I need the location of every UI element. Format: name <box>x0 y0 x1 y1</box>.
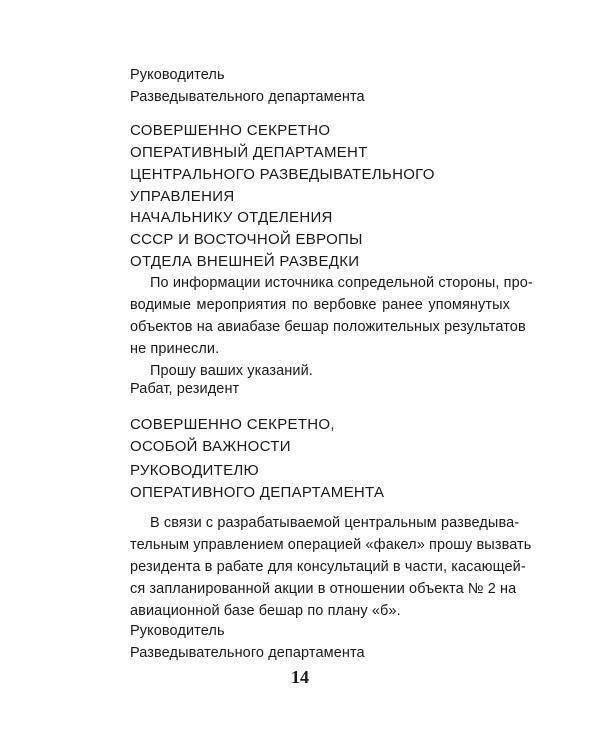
body-line: не принесли. <box>130 341 220 357</box>
addressee-line: ОТДЕЛА ВНЕШНЕЙ РАЗВЕДКИ <box>130 253 360 270</box>
classification-line: СОВЕРШЕННО СЕКРЕТНО, <box>130 416 335 433</box>
body-line: резидента в рабате для консультаций в части, касающей- <box>130 559 526 575</box>
page-number: 14 <box>291 667 309 687</box>
classification-line: ОПЕРАТИВНЫЙ ДЕПАРТАМЕНТ <box>130 144 368 161</box>
classification-line: УПРАВЛЕНИЯ <box>130 188 235 205</box>
sender-title: Руководитель <box>130 67 225 83</box>
signature-1 <box>130 378 510 400</box>
signature-line: Рабат, резидент <box>130 381 240 397</box>
body-line: В связи с разрабатываемой центральным разведыва- <box>150 515 520 531</box>
body-line: Прошу ваших указаний. <box>150 363 313 379</box>
body-line: По информации источника сопредельной стороны, про- <box>150 275 533 291</box>
body-line: ся запланированной акции в отношении объекта № 2 на <box>130 581 517 597</box>
body-line: объектов на авиабазе бешар положительных результатов <box>130 319 526 335</box>
body-line: водимые мероприятия по вербовке ранее упомянутых <box>130 297 510 313</box>
sender-header-2 <box>130 620 510 664</box>
addressee-line: ОПЕРАТИВНОГО ДЕПАРТАМЕНТА <box>130 484 385 501</box>
sender-title: Руководитель <box>130 623 225 639</box>
addressee-block-2 <box>130 460 510 504</box>
body-line: тельным управлением операцией «факел» прошу вызвать <box>130 537 532 553</box>
sender-header-1 <box>130 64 510 108</box>
sender-department: Разведывательного департамента <box>130 89 365 105</box>
message-body-1 <box>130 272 533 382</box>
classification-line: ОСОБОЙ ВАЖНОСТИ <box>130 438 291 455</box>
addressee-line: НАЧАЛЬНИКУ ОТДЕЛЕНИЯ <box>130 209 333 226</box>
classification-block-1 <box>130 120 510 208</box>
addressee-line: РУКОВОДИТЕЛЮ <box>130 462 259 479</box>
sender-department: Разведывательного департамента <box>130 645 365 661</box>
body-line: авиационной базе бешар по плану «б». <box>130 603 401 619</box>
classification-line: ЦЕНТРАЛЬНОГО РАЗВЕДЫВАТЕЛЬНОГО <box>130 166 435 183</box>
message-body-2 <box>130 512 532 622</box>
addressee-block-1 <box>130 207 510 273</box>
addressee-line: СССР И ВОСТОЧНОЙ ЕВРОПЫ <box>130 231 363 248</box>
classification-line: СОВЕРШЕННО СЕКРЕТНО <box>130 122 331 139</box>
classification-block-2 <box>130 414 510 458</box>
